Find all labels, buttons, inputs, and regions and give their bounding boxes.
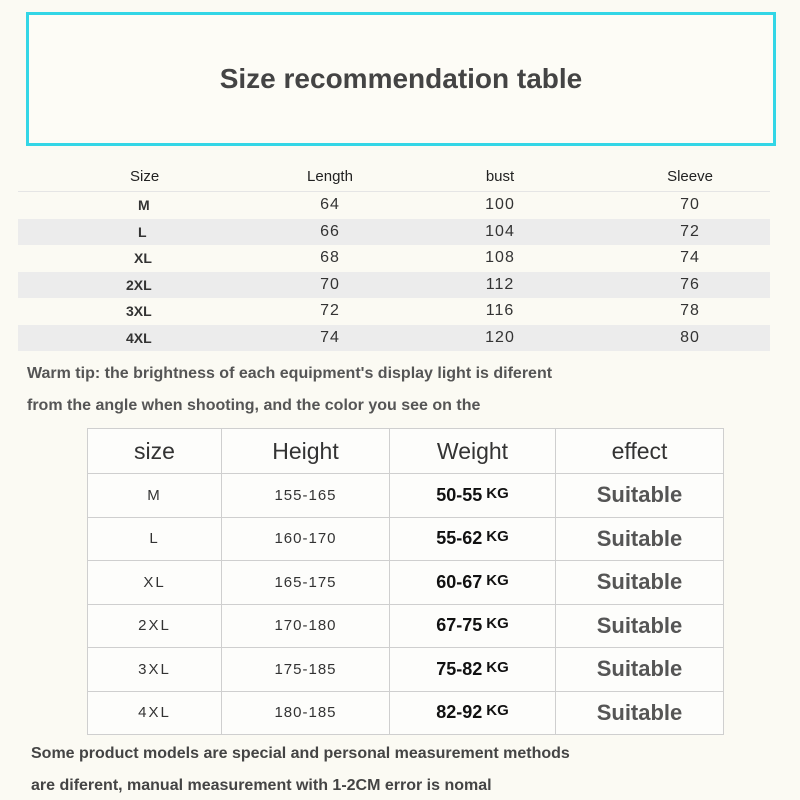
table-row (88, 604, 724, 648)
table-row (18, 298, 770, 325)
sleeve-cell: 70 (680, 196, 700, 214)
bust-cell: 116 (485, 302, 515, 320)
length-cell: 66 (270, 219, 390, 246)
height-cell: 170-180 (222, 604, 390, 648)
size-cell: XL (134, 250, 152, 267)
size-cell: 2XL (18, 272, 270, 299)
length-cell: 74 (270, 325, 390, 352)
weight-unit: KG (486, 528, 509, 546)
measurement-note-line-1: Some product models are special and personal measurement methods (31, 745, 570, 762)
effect-cell: Suitable (556, 648, 724, 692)
effect-cell: Suitable (556, 474, 724, 518)
bust-cell: 120 (390, 325, 610, 352)
size-cell: 2XL (88, 604, 222, 648)
sleeve-cell: 72 (610, 219, 770, 246)
weight-cell (390, 561, 556, 605)
header-size: Size (130, 167, 160, 185)
height-cell: 175-185 (222, 648, 390, 692)
table-row (88, 517, 724, 561)
weight-value: 75-82 (436, 658, 483, 679)
weight-unit: KG (486, 615, 509, 633)
page-title: Size recommendation table (219, 63, 583, 94)
weight-value: 67-75 (436, 615, 483, 636)
size-cell: 4XL (88, 691, 222, 735)
sleeve-cell: 78 (680, 302, 700, 320)
table-row (18, 219, 770, 246)
table-row (88, 474, 724, 518)
size-cell: M (138, 197, 150, 214)
size-cell: M (88, 474, 222, 518)
header-weight: Weight (390, 429, 556, 474)
header-height: Height (222, 429, 390, 474)
height-cell: 155-165 (222, 474, 390, 518)
length-cell: 72 (320, 302, 340, 320)
weight-value: 50-55 (436, 484, 483, 505)
bust-cell: 104 (390, 219, 610, 246)
warm-tip-line-1: Warm tip: the brightness of each equipment's display light is diferent (27, 365, 553, 382)
effect-cell: Suitable (556, 691, 724, 735)
length-cell: 64 (320, 196, 340, 214)
effect-cell: Suitable (556, 517, 724, 561)
table-row (18, 272, 770, 299)
header-bust: bust (485, 167, 515, 185)
table-row (18, 325, 770, 352)
height-cell: 165-175 (222, 561, 390, 605)
title-banner (26, 12, 776, 146)
header-size: size (88, 429, 222, 474)
size-cell: 3XL (126, 303, 152, 320)
height-cell: 180-185 (222, 691, 390, 735)
effect-cell: Suitable (556, 604, 724, 648)
sleeve-cell: 80 (610, 325, 770, 352)
size-cell: XL (88, 561, 222, 605)
weight-value: 82-92 (436, 702, 483, 723)
bust-cell: 100 (485, 196, 515, 214)
table-header-row (88, 429, 724, 474)
header-sleeve: Sleeve (667, 167, 713, 185)
size-cell: 3XL (88, 648, 222, 692)
body-size-table (87, 428, 724, 735)
table-row (88, 691, 724, 735)
length-cell: 68 (320, 249, 340, 267)
table-row (18, 192, 770, 219)
weight-value: 55-62 (436, 528, 483, 549)
weight-unit: KG (486, 702, 509, 720)
weight-unit: KG (486, 484, 509, 502)
weight-unit: KG (486, 658, 509, 676)
height-cell: 160-170 (222, 517, 390, 561)
bust-cell: 108 (485, 249, 515, 267)
weight-cell (390, 648, 556, 692)
size-cell: L (18, 219, 270, 246)
bust-cell: 112 (390, 272, 610, 299)
length-cell: 70 (270, 272, 390, 299)
weight-value: 60-67 (436, 571, 483, 592)
weight-unit: KG (486, 571, 509, 589)
weight-cell (390, 517, 556, 561)
size-cell: L (88, 517, 222, 561)
weight-cell (390, 691, 556, 735)
measurement-note-line-2: are diferent, manual measurement with 1-2CM error is nomal (31, 777, 492, 794)
size-cell: 4XL (18, 325, 270, 352)
table-row (18, 245, 770, 272)
effect-cell: Suitable (556, 561, 724, 605)
garment-size-table (18, 161, 770, 351)
sleeve-cell: 76 (610, 272, 770, 299)
header-length: Length (307, 167, 353, 185)
weight-cell (390, 604, 556, 648)
warm-tip-line-2: from the angle when shooting, and the color you see on the (27, 397, 481, 414)
table-header-row (18, 161, 770, 192)
sleeve-cell: 74 (680, 249, 700, 267)
table-row (88, 561, 724, 605)
weight-cell (390, 474, 556, 518)
header-effect: effect (556, 429, 724, 474)
table-row (88, 648, 724, 692)
